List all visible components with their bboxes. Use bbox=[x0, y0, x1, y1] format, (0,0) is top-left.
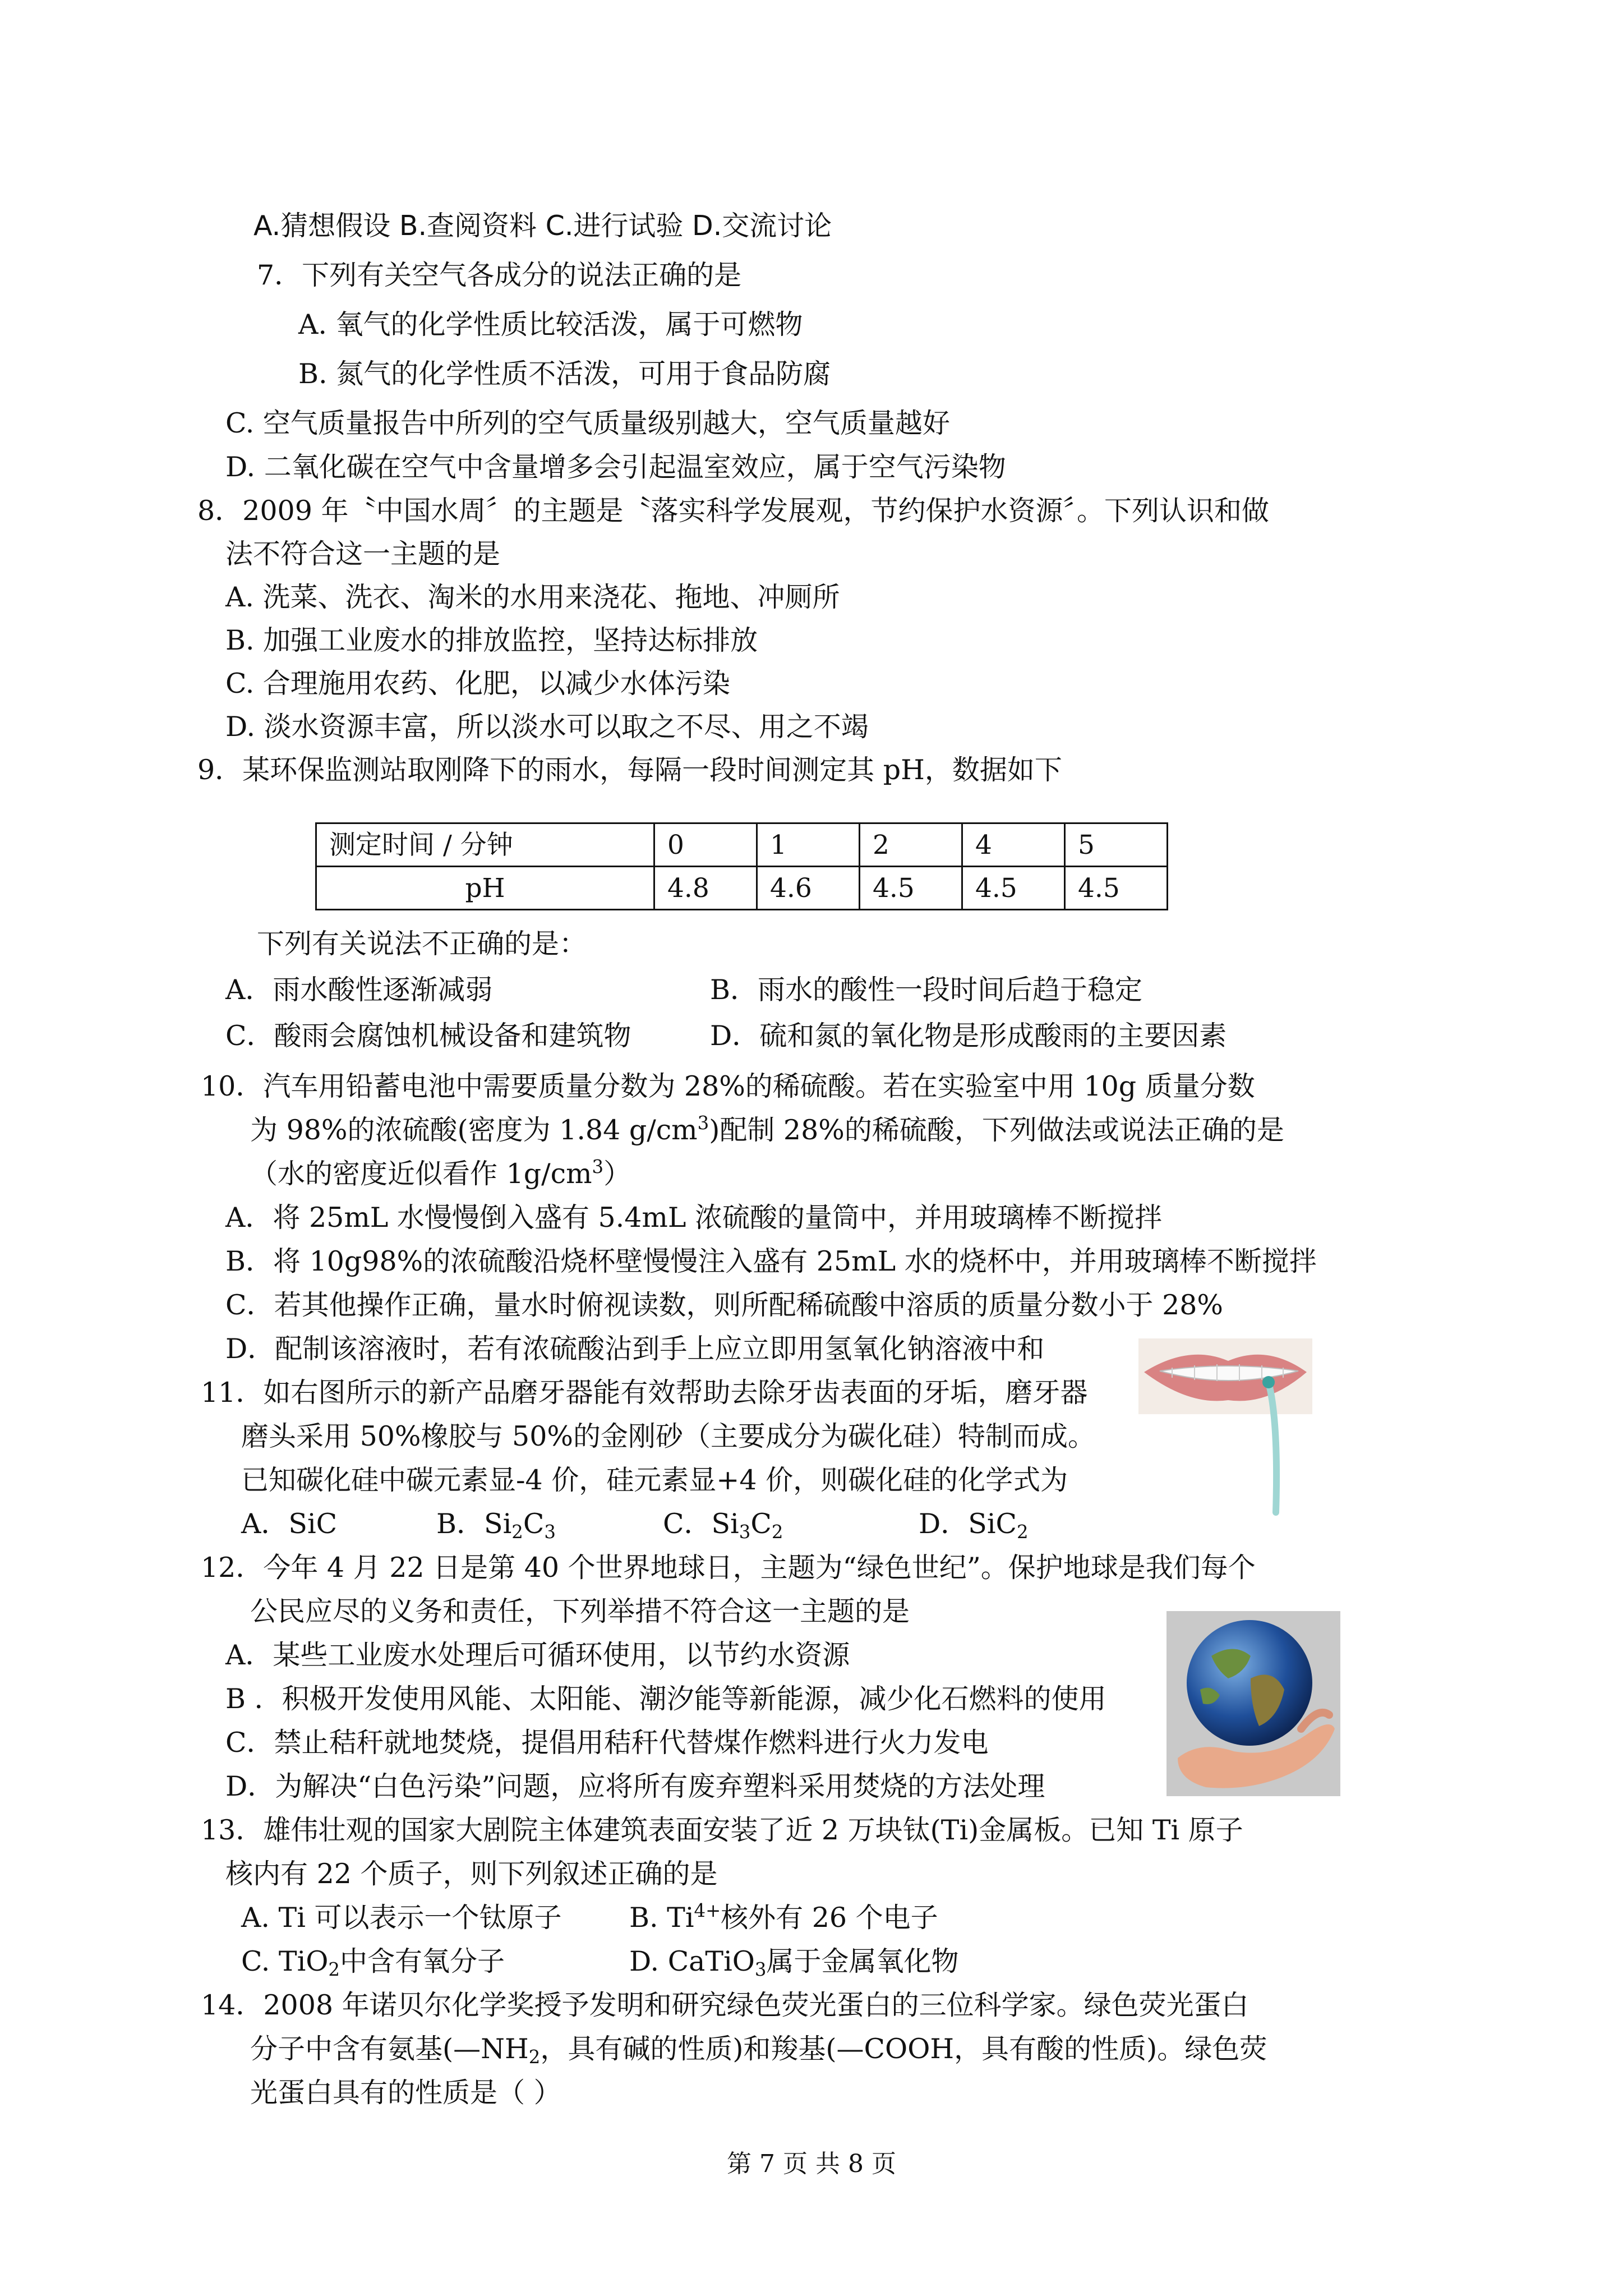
ph-cell: 4.8 bbox=[654, 867, 757, 910]
q8-option-c: C. 合理施用农药、化肥，以减少水体污染 bbox=[225, 668, 730, 700]
q6-option-b: B.查阅资料 bbox=[399, 210, 537, 242]
q7-option-b: B. 氮气的化学性质不活泼，可用于食品防腐 bbox=[298, 358, 831, 390]
q8-option-a: A. 洗菜、洗衣、淘米的水用来浇花、拖地、冲厕所 bbox=[225, 581, 840, 613]
q12-option-a: A．某些工业废水处理后可循环使用，以节约水资源 bbox=[225, 1639, 850, 1671]
q10-option-d: D．配制该溶液时，若有浓硫酸沾到手上应立即用氢氧化钠溶液中和 bbox=[225, 1333, 1045, 1365]
q10-option-b: B．将 10g98%的浓硫酸沿烧杯壁慢慢注入盛有 25mL 水的烧杯中，并用玻璃棒不断搅拌 bbox=[225, 1245, 1317, 1277]
q13-option-a: A. Ti 可以表示一个钛原子 bbox=[241, 1902, 562, 1934]
q8-stem-line1: 8．2009 年〝中国水周〞的主题是〝落实科学发展观，节约保护水资源〞。下列认识和做 bbox=[197, 495, 1269, 527]
q12-stem-line2: 公民应尽的义务和责任，下列举措不符合这一主题的是 bbox=[250, 1595, 910, 1627]
q6-option-d: D.交流讨论 bbox=[691, 210, 832, 242]
q9-option-d: D．硫和氮的氧化物是形成酸雨的主要因素 bbox=[710, 1020, 1227, 1052]
q8-stem-line2: 法不符合这一主题的是 bbox=[225, 538, 501, 570]
ph-cell: 4.5 bbox=[1065, 867, 1168, 910]
q8-option-d: D. 淡水资源丰富，所以淡水可以取之不尽、用之不竭 bbox=[225, 711, 869, 743]
q10-stem-line3: （水的密度近似看作 $1g/cm^3$） bbox=[250, 1156, 631, 1190]
ph-cell: 4.5 bbox=[860, 867, 962, 910]
q6-option-c: C.进行试验 bbox=[545, 210, 684, 242]
q10-stem-line2: 为 98%的浓硫酸(密度为 1.84 $g/cm^3$)配制 28%的稀硫酸，下列做法或说法正确的是 bbox=[250, 1112, 1284, 1146]
q11-option-a: A．SiC bbox=[241, 1508, 338, 1540]
q11-stem-line2: 磨头采用 50%橡胶与 50%的金刚砂（主要成分为碳化硅）特制而成。 bbox=[241, 1420, 1095, 1452]
q12-option-d: D．为解决“白色污染”问题，应将所有废弃塑料采用焚烧的方法处理 bbox=[225, 1770, 1045, 1802]
q9-option-b: B．雨水的酸性一段时间后趋于稳定 bbox=[710, 974, 1143, 1006]
time-cell: 0 bbox=[654, 823, 757, 867]
page-footer: 第 7 页 共 8 页 bbox=[727, 2150, 896, 2178]
time-cell: 2 bbox=[860, 823, 962, 867]
time-header-cell: 测定时间 / 分钟 bbox=[316, 823, 654, 867]
time-cell: 5 bbox=[1065, 823, 1168, 867]
q14-stem-line1: 14．2008 年诺贝尔化学奖授予发明和研究绿色荧光蛋白的三位科学家。绿色荧光蛋白 bbox=[201, 1989, 1249, 2021]
q11-stem-line3: 已知碳化硅中碳元素显-4 价，硅元素显+4 价，则碳化硅的化学式为 bbox=[241, 1464, 1068, 1496]
q6-options-line bbox=[253, 212, 832, 240]
earth-in-hand-image bbox=[1166, 1611, 1340, 1796]
q10-option-a: A．将 25mL 水慢慢倒入盛有 5.4mL 浓硫酸的量筒中，并用玻璃棒不断搅拌 bbox=[225, 1202, 1162, 1234]
ph-cell: 4.6 bbox=[757, 867, 860, 910]
ph-header-cell: pH bbox=[316, 867, 654, 910]
table-row bbox=[316, 823, 1168, 867]
q13-option-c: C. TiO$_2$中含有氧分子 bbox=[241, 1945, 505, 1981]
q13-stem-line2: 核内有 22 个质子，则下列叙述正确的是 bbox=[225, 1858, 718, 1890]
q7-option-c: C. 空气质量报告中所列的空气质量级别越大，空气质量越好 bbox=[225, 407, 950, 439]
q11-option-d: D．SiC$_2$ bbox=[919, 1508, 1029, 1543]
q12-option-c: C．禁止秸秆就地焚烧，提倡用秸秆代替煤作燃料进行火力发电 bbox=[225, 1727, 989, 1759]
q11-option-c: C．$Si_3C_2$ bbox=[663, 1508, 783, 1543]
q7-option-a: A. 氧气的化学性质比较活泼，属于可燃物 bbox=[298, 309, 803, 341]
q8-option-b: B. 加强工业废水的排放监控，坚持达标排放 bbox=[225, 624, 758, 656]
q9-option-c: C．酸雨会腐蚀机械设备和建筑物 bbox=[225, 1020, 631, 1052]
q11-option-b: B．$Si_2C_3$ bbox=[436, 1508, 556, 1543]
q13-stem-line1: 13．雄伟壮观的国家大剧院主体建筑表面安装了近 2 万块钛(Ti)金属板。已知 Ti 原子 bbox=[201, 1814, 1243, 1846]
q13-option-b: B. $Ti^{4+}$核外有 26 个电子 bbox=[629, 1900, 938, 1934]
q9-stem: 9．某环保监测站取刚降下的雨水，每隔一段时间测定其 pH，数据如下 bbox=[197, 754, 1062, 786]
q12-option-b: B ．积极开发使用风能、太阳能、潮汐能等新能源，减少化石燃料的使用 bbox=[225, 1683, 1106, 1715]
q14-stem-line3: 光蛋白具有的性质是（ ） bbox=[250, 2077, 561, 2109]
q6-option-a: A.猜想假设 bbox=[253, 210, 391, 242]
table-row bbox=[316, 867, 1168, 910]
q14-stem-line2: 分子中含有氨基($—NH_2$，具有碱的性质)和羧基(—COOH，具有酸的性质)。绿色荧 bbox=[250, 2033, 1267, 2068]
time-cell: 1 bbox=[757, 823, 860, 867]
tooth-grinder-image bbox=[1138, 1338, 1312, 1518]
q9-ask: 下列有关说法不正确的是： bbox=[257, 928, 587, 960]
q7-option-d: D. 二氧化碳在空气中含量增多会引起温室效应，属于空气污染物 bbox=[225, 451, 1006, 483]
q10-stem-line1: 10．汽车用铅蓄电池中需要质量分数为 28%的稀硫酸。若在实验室中用 10g 质量分数 bbox=[201, 1070, 1255, 1102]
q11-stem-line1: 11．如右图所示的新产品磨牙器能有效帮助去除牙齿表面的牙垢，磨牙器 bbox=[201, 1377, 1088, 1409]
q10-option-c: C．若其他操作正确，量水时俯视读数，则所配稀硫酸中溶质的质量分数小于 28% bbox=[225, 1289, 1223, 1321]
ph-cell: 4.5 bbox=[962, 867, 1065, 910]
time-cell: 4 bbox=[962, 823, 1065, 867]
q7-stem: 7．下列有关空气各成分的说法正确的是 bbox=[257, 259, 742, 291]
q13-option-d: D. CaTiO$_3$属于金属氧化物 bbox=[629, 1945, 959, 1981]
q12-stem-line1: 12．今年 4 月 22 日是第 40 个世界地球日，主题为“绿色世纪”。保护地球是我们每个 bbox=[201, 1552, 1256, 1584]
q9-option-a: A．雨水酸性逐渐减弱 bbox=[225, 974, 493, 1006]
ph-data-table bbox=[315, 822, 1168, 910]
